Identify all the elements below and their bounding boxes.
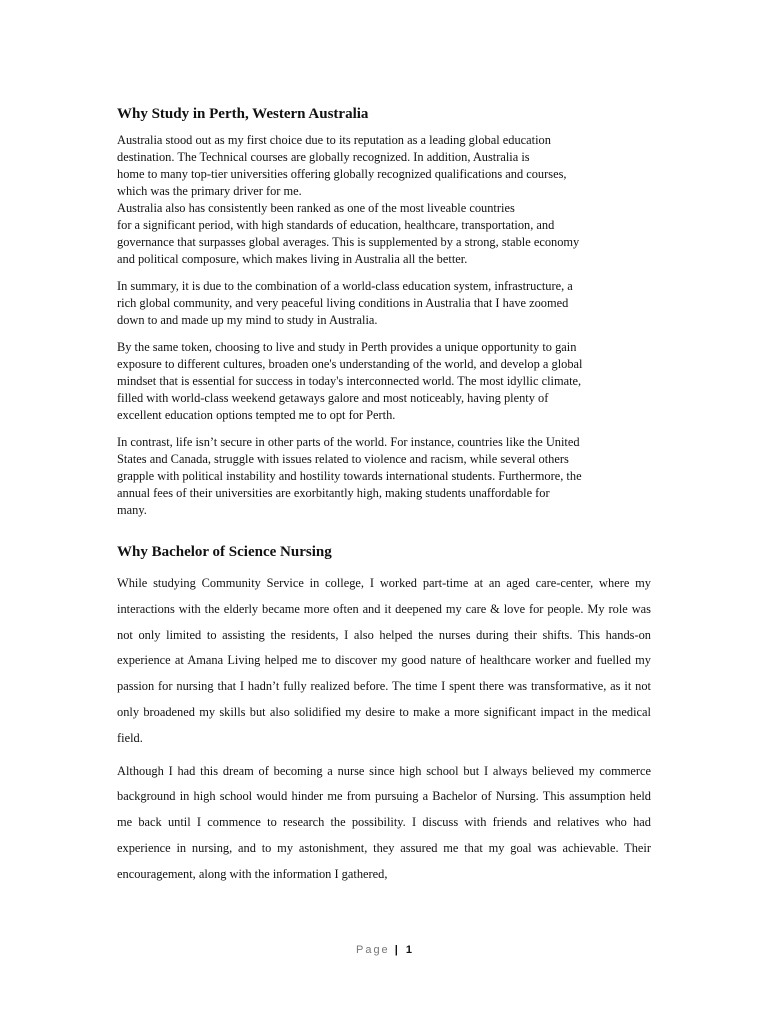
page-label: Page	[355, 944, 390, 956]
paragraph: By the same token, choosing to live and study in Perth provides a unique opportunity to gain exposure to different cultures, broaden one's understanding of the world, and develop a global mindset that is essential for success in today's interconnected world. The most idyllic climate, filled with world-class weekend getaways galore and most noticeably, having plenty of excellent education options tempted me to opt for Perth.	[117, 340, 583, 422]
page-content	[117, 106, 651, 895]
page-footer	[0, 944, 768, 956]
paragraph: Australia stood out as my first choice due to its reputation as a leading global education destination. The Technical courses are globally recognized. In addition, Australia is home to many top-tier universities offering globally recognized qualifications and courses, which was the primary driver for me. Australia also has consistently been ranked as one of the most liveable countries for a significant period, with high standards of education, healthcare, transportation, and governance that surpasses global averages. This is supplemented by a strong, stable economy and political composure, which makes living in Australia all the better.	[117, 133, 580, 266]
page-separator: |	[394, 944, 398, 956]
section-why-study-perth	[117, 106, 651, 519]
paragraph: Although I had this dream of becoming a nurse since high school but I always believed my commerce background in high school would hinder me from pursuing a Bachelor of Nursing. This assumption held me back until I commence to research the possibility. I discuss with friends and relatives who had experience in nursing, and to my astonishment, they assured me that my goal was achievable. Their encouragement, along with the information I gathered,	[117, 763, 651, 881]
section-why-nursing	[117, 544, 651, 888]
paragraph: In summary, it is due to the combination of a world-class education system, infrastructure, a rich global community, and very peaceful living conditions in Australia that I have zoomed down to and made up my mind to study in Australia.	[117, 279, 573, 327]
paragraph: In contrast, life isn’t secure in other parts of the world. For instance, countries like the United States and Canada, struggle with issues related to violence and racism, while several others grapple with political instability and hostility towards international students. Furthermore, the annual fees of their universities are exorbitantly high, making students unaffordable for many.	[117, 435, 582, 517]
section-heading: Why Bachelor of Science Nursing	[117, 544, 332, 560]
section-heading: Why Study in Perth, Western Australia	[117, 106, 369, 122]
paragraph: While studying Community Service in college, I worked part-time at an aged care-center, where my interactions with the elderly became more often and it deepened my care & love for people. My role was not only limited to assisting the residents, I also helped the nurses during their shifts. This hands-on experience at Amana Living helped me to discover my good nature of healthcare worker and fuelled my passion for nursing that I hadn’t fully realized before. The time I spent there was transformative, as it not only broadened my skills but also solidified my desire to make a more significant impact in the medical field.	[117, 576, 651, 745]
page-number: 1	[405, 944, 413, 956]
